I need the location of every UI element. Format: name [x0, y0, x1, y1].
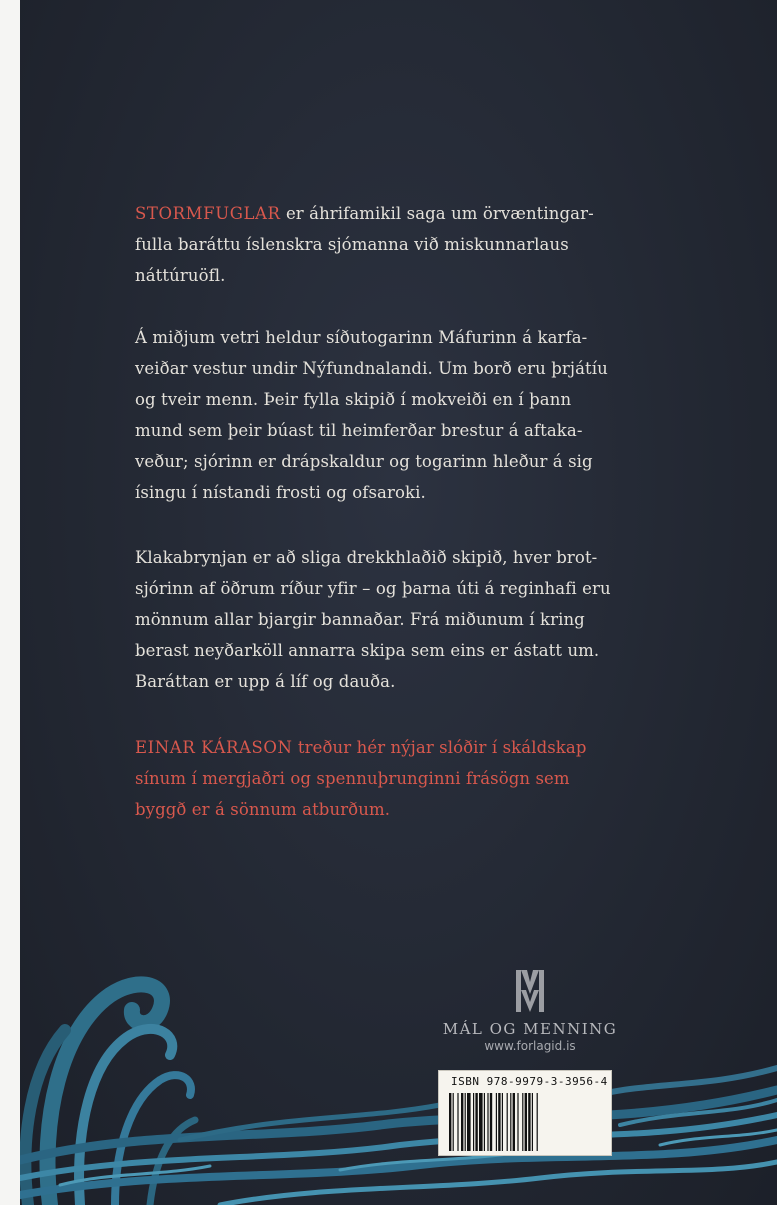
barcode-icon — [449, 1093, 601, 1151]
p2-line-2: veiðar vestur undir Nýfundnalandi. Um borð eru þrjátíu — [135, 359, 608, 378]
p4-line-3: byggð er á sönnum atburðum. — [135, 800, 391, 819]
p2-line-6: ísingu í nístandi frosti og ofsaroki. — [135, 483, 426, 502]
publisher-website: www.forlagid.is — [484, 1039, 576, 1053]
p3-line-5: Baráttan er upp á líf og dauða. — [135, 672, 396, 691]
blurb-paragraph-2 — [135, 322, 655, 508]
p3-line-4: berast neyðarköll annarra skipa sem eins er ástatt um. — [135, 641, 600, 660]
blurb-paragraph-4 — [135, 732, 655, 825]
book-title: STORMFUGLAR — [135, 204, 281, 223]
isbn-barcode — [438, 1070, 612, 1156]
p4-line-1: treður hér nýjar slóðir í skáldskap — [292, 738, 587, 757]
blurb-paragraph-3 — [135, 542, 655, 697]
p3-line-1: Klakabrynjan er að sliga drekkhlaðið skipið, hver brot- — [135, 548, 598, 567]
p2-line-4: mund sem þeir búast til heimferðar brestur á aftaka- — [135, 421, 583, 440]
p2-line-1: Á miðjum vetri heldur síðutogarinn Máfurinn á karfa- — [135, 328, 588, 347]
p2-line-3: og tveir menn. Þeir fylla skipið í mokveiði en í þann — [135, 390, 572, 409]
waves-illustration — [20, 940, 777, 1205]
publisher-name: MÁL OG MENNING — [442, 1020, 618, 1038]
p1-line-1: er áhrifamikil saga um örvæntingar- — [280, 204, 594, 223]
publisher-logo-icon — [513, 968, 547, 1014]
publisher-block — [430, 968, 630, 1053]
book-back-cover — [20, 0, 777, 1205]
p1-line-3: náttúruöfl. — [135, 266, 226, 285]
p1-line-2: fulla baráttu íslenskra sjómanna við miskunnarlaus — [135, 235, 569, 254]
p4-line-2: sínum í mergjaðri og spennuþrunginni frásögn sem — [135, 769, 570, 788]
p2-line-5: veður; sjórinn er drápskaldur og togarinn hleður á sig — [135, 452, 593, 471]
blurb-paragraph-1 — [135, 198, 655, 291]
isbn-text: ISBN 978-9979-3-3956-4 — [451, 1075, 608, 1088]
author-name: EINAR KÁRASON — [135, 738, 293, 757]
p3-line-2: sjórinn af öðrum ríður yfir – og þarna úti á reginhafi eru — [135, 579, 611, 598]
p3-line-3: mönnum allar bjargir bannaðar. Frá miðunum í kring — [135, 610, 585, 629]
